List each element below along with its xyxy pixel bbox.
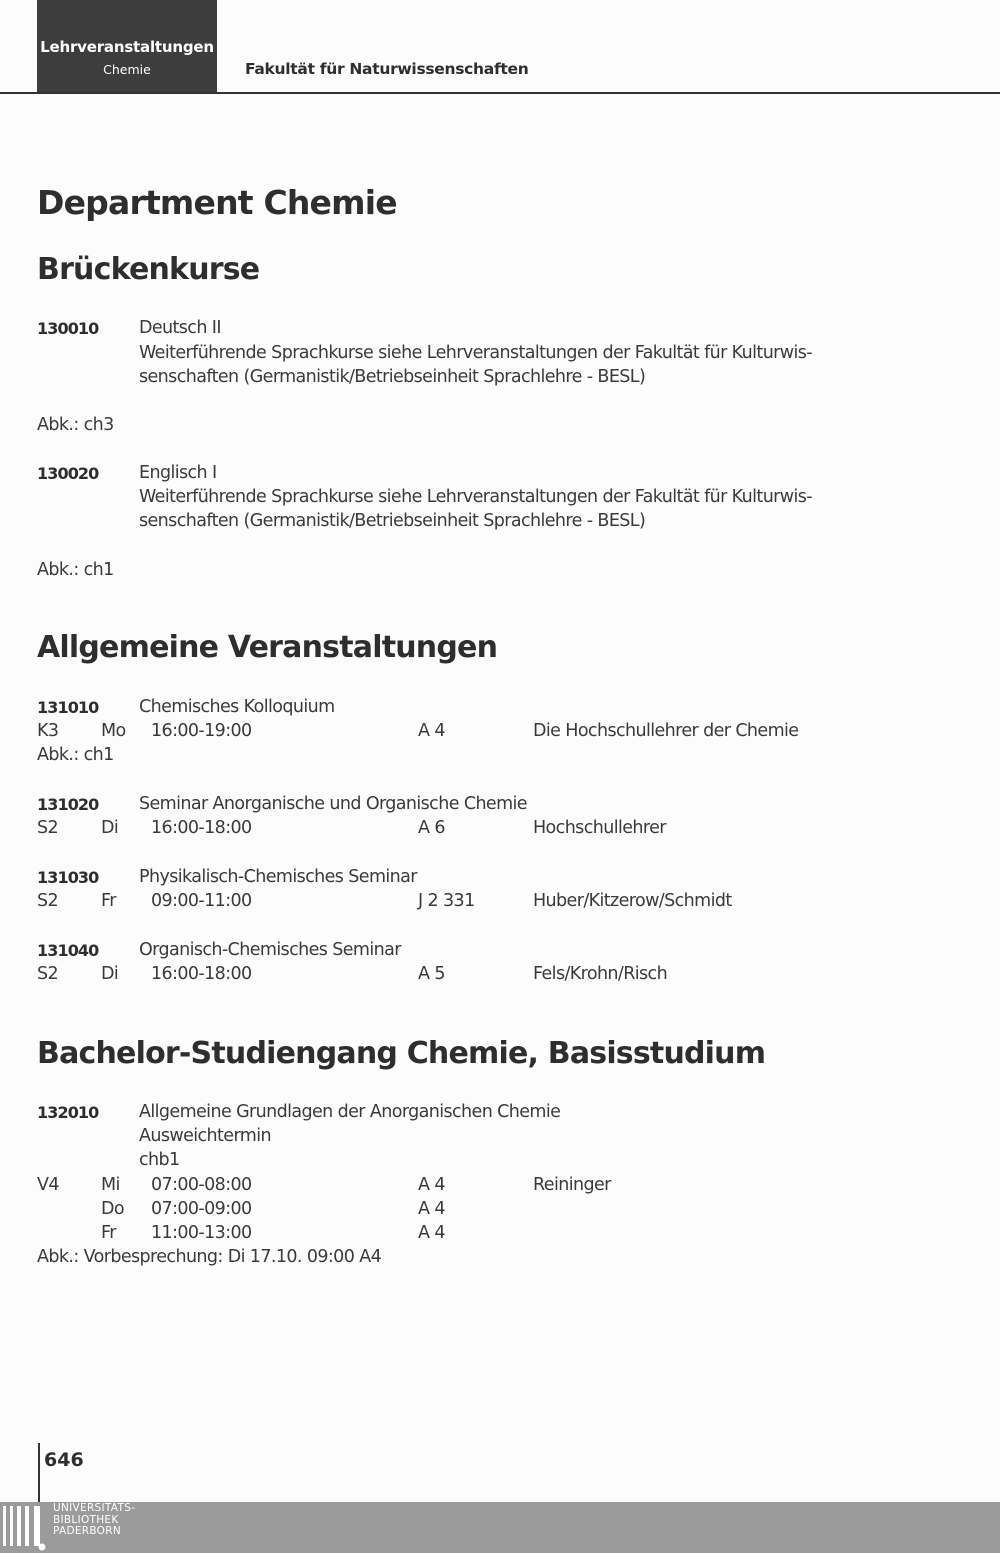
course-day: Di <box>101 818 119 838</box>
course-day: Mi <box>101 1175 120 1195</box>
course-lecturer: Reininger <box>533 1175 611 1195</box>
course-room: J 2 331 <box>418 891 475 911</box>
course-title: Chemisches Kolloquium <box>139 697 335 717</box>
library-name-line: UNIVERSITÄTS- <box>53 1502 136 1514</box>
course-time: 16:00-18:00 <box>151 818 252 838</box>
course-number: 130020 <box>37 464 99 483</box>
course-room: A 4 <box>418 1199 445 1219</box>
course-type: S2 <box>37 818 59 838</box>
course-note: chb1 <box>139 1150 180 1170</box>
course-lecturer: Die Hochschullehrer der Chemie <box>533 721 799 741</box>
course-type: K3 <box>37 721 59 741</box>
course-note: Ausweichtermin <box>139 1126 271 1146</box>
course-title: Seminar Anorganische und Organische Chemie <box>139 794 527 814</box>
header-faculty: Fakultät für Naturwissenschaften <box>245 60 529 78</box>
course-title: Deutsch II <box>139 318 221 338</box>
course-note: Weiterführende Sprachkurse siehe Lehrveranstaltungen der Fakultät für Kulturwis- <box>139 343 812 363</box>
course-room: A 5 <box>418 964 445 984</box>
course-abk: Abk.: ch1 <box>37 745 114 765</box>
course-note: Weiterführende Sprachkurse siehe Lehrveranstaltungen der Fakultät für Kulturwis- <box>139 487 812 507</box>
header-box <box>37 0 217 93</box>
course-abk: Abk.: ch3 <box>37 415 114 435</box>
header-rule <box>0 92 1000 94</box>
course-room: A 4 <box>418 721 445 741</box>
course-time: 07:00-09:00 <box>151 1199 252 1219</box>
course-title: Allgemeine Grundlagen der Anorganischen Chemie <box>139 1102 561 1122</box>
course-day: Mo <box>101 721 126 741</box>
course-time: 16:00-18:00 <box>151 964 252 984</box>
course-abk: Abk.: Vorbesprechung: Di 17.10. 09:00 A4 <box>37 1247 382 1267</box>
page-title: Department Chemie <box>37 183 397 222</box>
course-title: Englisch I <box>139 463 217 483</box>
course-time: 07:00-08:00 <box>151 1175 252 1195</box>
course-room: A 6 <box>418 818 445 838</box>
library-name-line: PADERBORN <box>53 1525 121 1537</box>
course-note: senschaften (Germanistik/Betriebseinheit Sprachlehre - BESL) <box>139 367 646 387</box>
section-title-brueckenkurse: Brückenkurse <box>37 252 260 287</box>
course-day: Di <box>101 964 119 984</box>
header-box-title: Lehrveranstaltungen <box>40 38 214 56</box>
course-type: S2 <box>37 891 59 911</box>
course-number: 131020 <box>37 795 99 814</box>
footer-rule <box>38 1443 40 1503</box>
course-number: 130010 <box>37 319 99 338</box>
course-time: 16:00-19:00 <box>151 721 252 741</box>
course-number: 131030 <box>37 868 99 887</box>
course-day: Do <box>101 1199 124 1219</box>
course-day: Fr <box>101 1223 116 1243</box>
course-lecturer: Hochschullehrer <box>533 818 666 838</box>
course-time: 09:00-11:00 <box>151 891 252 911</box>
library-name-line: BIBLIOTHEK <box>53 1513 119 1526</box>
course-title: Physikalisch-Chemisches Seminar <box>139 867 417 887</box>
library-logo-icon <box>2 1503 46 1551</box>
page-number: 646 <box>44 1449 84 1471</box>
course-type: S2 <box>37 964 59 984</box>
course-day: Fr <box>101 891 116 911</box>
course-abk: Abk.: ch1 <box>37 560 114 580</box>
section-title-bachelor: Bachelor-Studiengang Chemie, Basisstudium <box>37 1036 766 1071</box>
course-lecturer: Fels/Krohn/Risch <box>533 964 668 984</box>
course-type: V4 <box>37 1175 59 1195</box>
course-note: senschaften (Germanistik/Betriebseinheit Sprachlehre - BESL) <box>139 511 646 531</box>
section-title-allgemein: Allgemeine Veranstaltungen <box>37 630 498 665</box>
course-number: 131010 <box>37 698 99 717</box>
course-time: 11:00-13:00 <box>151 1223 252 1243</box>
course-number: 131040 <box>37 941 99 960</box>
library-name <box>53 1503 135 1538</box>
library-bar <box>0 1502 1000 1553</box>
course-lecturer: Huber/Kitzerow/Schmidt <box>533 891 732 911</box>
course-room: A 4 <box>418 1175 445 1195</box>
course-title: Organisch-Chemisches Seminar <box>139 940 401 960</box>
course-number: 132010 <box>37 1103 99 1122</box>
header-box-subtitle: Chemie <box>103 62 151 77</box>
course-room: A 4 <box>418 1223 445 1243</box>
